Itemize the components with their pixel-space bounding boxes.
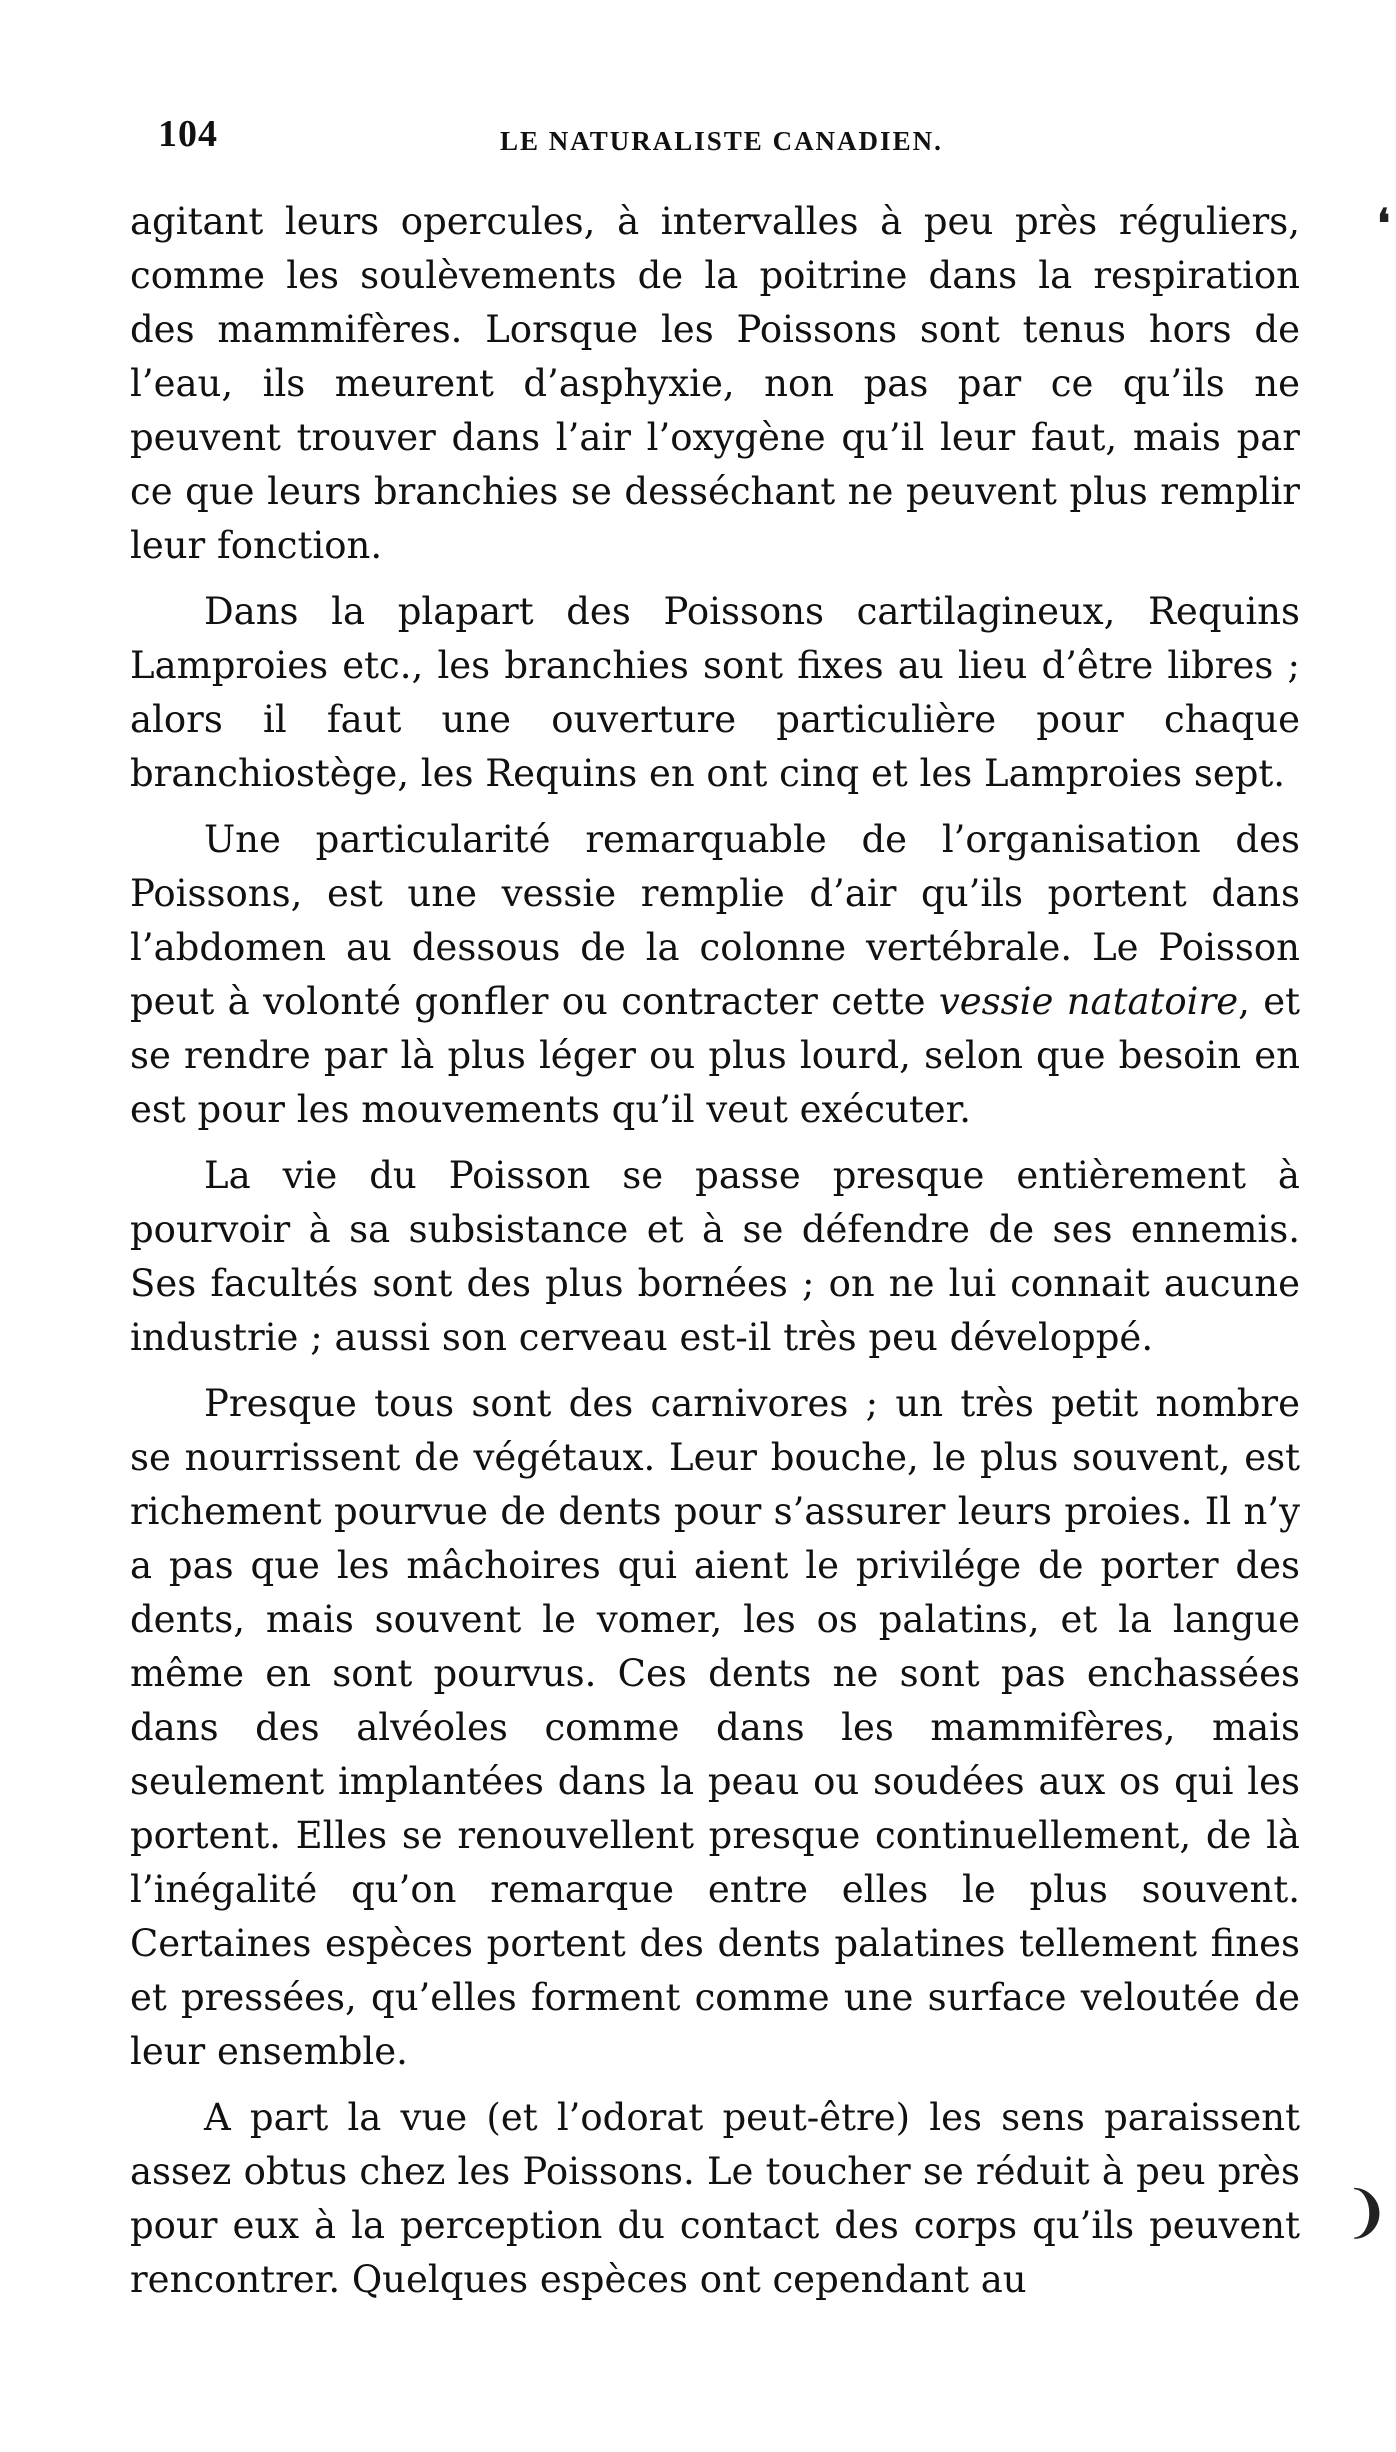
paragraph-5: Presque tous sont des carnivores ; un très petit nombre se nourrissent de végétaux. Leur bouche, le plus souvent, est richement pourvue de dents pour s’assurer leurs proies. Il n’y a pas que les mâchoires qui aient le privilége de porter des dents, mais souvent le vomer, les os palatins, et la langue même en sont pourvus. Ces dents ne sont pas enchassées dans des alvéoles comme dans les mammifères, mais seulement implantées dans la peau ou soudées aux os qui les portent. Elles se renouvellent presque continuellement, de là l’inégalité qu’on remarque entre elles le plus souvent. Certaines espèces portent des dents palatines tellement fines et pressées, qu’elles forment comme une surface veloutée de leur ensemble.	[130, 1382, 1300, 2073]
margin-ink-mark: ❩	[1343, 2180, 1390, 2245]
paragraph-3-text-end: , et se rendre par là plus léger ou plus lourd, selon que besoin en est pour les mouvements qu’il veut exécuter.	[130, 980, 1301, 1131]
paragraph-4: La vie du Poisson se passe presque entièrement à pourvoir à sa subsistance et à se défendre de ses ennemis. Ses facultés sont des plus bornées ; on ne lui connait aucune industrie ; aussi son cerveau est-il très peu développé.	[130, 1154, 1300, 1359]
page-header	[150, 112, 1290, 172]
paragraph-6: A part la vue (et l’odorat peut-être) les sens paraissent assez obtus chez les Poissons. Le toucher se réduit à peu près pour eux à la perception du contact des corps qu’ils peuvent rencontrer. Quelques espèces ont cependant au	[130, 2096, 1300, 2301]
running-title: LE NATURALISTE CANADIEN.	[500, 126, 943, 156]
paragraph-3	[130, 813, 1300, 1137]
margin-ink-mark: ❛	[1377, 200, 1390, 247]
paragraph-3-text-start: Une particularité remarquable de l’organisation des Poissons, est une vessie remplie d’air qu’ils portent dans l’abdomen au dessous de la colonne vertébrale. Le Poisson peut à volonté gonfler ou contracter cette	[130, 818, 1300, 1023]
paragraph-2: Dans la plapart des Poissons cartilagineux, Requins Lamproies etc., les branchies sont fixes au lieu d’être libres ; alors il faut une ouverture particulière pour chaque branchiostège, les Requins en ont cinq et les Lamproies sept.	[130, 590, 1300, 795]
body-text	[130, 195, 1300, 2319]
page-number: 104	[158, 113, 218, 155]
paragraph-1: agitant leurs opercules, à intervalles à peu près réguliers, comme les soulèvements de la poitrine dans la respiration des mammifères. Lorsque les Poissons sont tenus hors de l’eau, ils meurent d’asphyxie, non pas par ce qu’ils ne peuvent trouver dans l’air l’oxygène qu’il leur faut, mais par ce que leurs branchies se desséchant ne peuvent plus remplir leur fonction.	[130, 200, 1300, 567]
italic-term: vessie natatoire	[938, 980, 1239, 1023]
